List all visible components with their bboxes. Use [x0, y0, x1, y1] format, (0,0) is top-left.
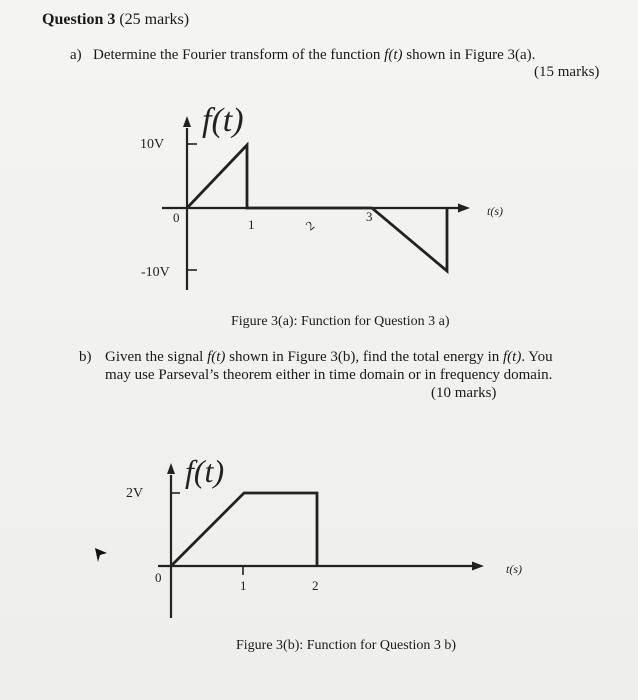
fig-b-xtick-label-0: 0	[155, 570, 162, 585]
part-b-marks: (10 marks)	[431, 385, 497, 401]
fig-b-xtick-label-1: 1	[240, 578, 247, 593]
fig-a-xtick-label-1: 1	[248, 217, 255, 232]
question-title: Question 3	[42, 11, 116, 28]
fig-a-xtick-label-2: 2	[302, 217, 318, 234]
part-b-fn2: f(t)	[503, 349, 522, 365]
fig-a-xlabel: t(s)	[487, 204, 503, 218]
fig-b-signal	[171, 493, 317, 566]
fig-b-xlabel: t(s)	[506, 562, 522, 576]
fig-b-y-arrow	[167, 463, 175, 474]
fig-a-ytick-label-neg10: -10V	[141, 265, 170, 280]
fig-b-signal-line	[171, 493, 317, 566]
part-a-letter: a)	[70, 47, 82, 63]
fig-a-xtick-label-0: 0	[173, 210, 180, 225]
part-a-marks: (15 marks)	[534, 64, 600, 80]
fig-b-xtick-label-2: 2	[312, 578, 319, 593]
fig-b-x-arrow	[472, 562, 484, 571]
part-b-line1-mid: shown in Figure 3(b), find the total energy in	[225, 349, 504, 365]
figure-3b-caption: Figure 3(b): Function for Question 3 b)	[236, 638, 457, 653]
part-a-fn: f(t)	[384, 47, 403, 63]
part-b-line2: may use Parseval’s theorem either in time domain or in frequency domain.	[105, 367, 553, 383]
fig-b-ytick-label-2v: 2V	[126, 486, 144, 501]
mouse-cursor-icon	[95, 548, 107, 562]
fig-a-fn-label: f(t)	[202, 102, 244, 139]
part-a-text-before: Determine the Fourier transform of the function	[93, 47, 385, 63]
question-marks: (25 marks)	[119, 11, 190, 28]
fig-a-xtick-label-3: 3	[366, 209, 373, 224]
fig-b-fn-label: f(t)	[185, 453, 225, 489]
part-b-letter: b)	[79, 349, 92, 365]
part-b-fn: f(t)	[207, 349, 226, 365]
part-a-text-after: shown in Figure 3(a).	[402, 47, 536, 63]
part-b-line1-end: . You	[521, 349, 553, 365]
part-b-line1-before: Given the signal	[105, 349, 208, 365]
fig-a-ytick-label-10: 10V	[140, 137, 165, 152]
figure-3a-caption: Figure 3(a): Function for Question 3 a)	[231, 314, 450, 329]
